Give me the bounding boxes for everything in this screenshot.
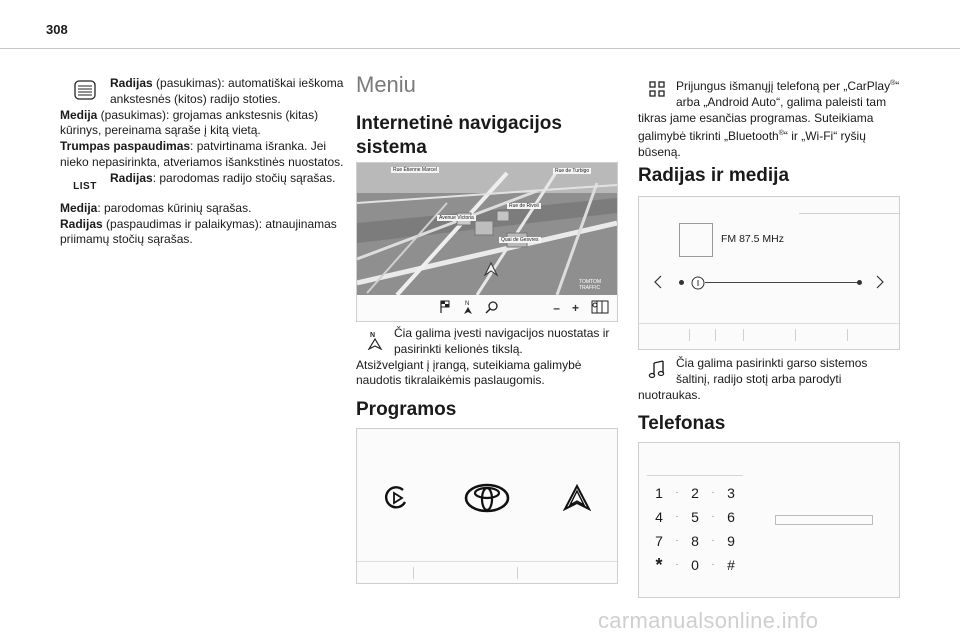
dial-icon xyxy=(60,76,110,106)
key-3[interactable]: 3 xyxy=(727,485,735,501)
station-artwork xyxy=(679,223,713,257)
radio-description-paragraph xyxy=(638,356,900,403)
list-icon xyxy=(60,171,110,201)
slider-handle-icon[interactable] xyxy=(691,276,705,295)
nav-heading: Internetinė navigacijos sistema xyxy=(356,113,562,158)
slider-start-dot xyxy=(679,280,684,285)
paragraph-list-radio xyxy=(60,170,346,192)
menu-title: Meniu xyxy=(356,72,416,97)
tomtom-traffic-badge xyxy=(579,279,601,291)
program-icons xyxy=(357,483,617,518)
radio-header-line xyxy=(799,213,899,214)
map-view-icon[interactable] xyxy=(591,300,609,317)
nav-description xyxy=(356,326,618,389)
phone-heading: Telefonas xyxy=(638,413,726,434)
tomtom-label: TOMTOM xyxy=(579,279,602,285)
compass-icon[interactable] xyxy=(463,299,473,318)
navigation-screen xyxy=(356,162,618,322)
contact-field[interactable] xyxy=(775,515,873,525)
media-rotate-text: (pasukimas): grojamas ankstesnis (kitas) kūrinys, pereinama sąraše į kitą vietą. xyxy=(60,107,319,138)
footer-divider xyxy=(715,329,716,341)
zoom-out-button[interactable]: – xyxy=(553,301,560,315)
radio-rotate-text: (pasukimas): automatiškai ieškoma ankstesnės (kitos) radijo stoties. xyxy=(110,76,344,106)
keypad-row xyxy=(653,553,737,577)
svg-text:N: N xyxy=(370,332,376,339)
dial-input-line xyxy=(647,475,743,476)
keypad-row xyxy=(653,529,737,553)
key-2[interactable]: 2 xyxy=(691,485,699,501)
footer-divider xyxy=(795,329,796,341)
footer-divider xyxy=(517,567,518,579)
navigation-map xyxy=(357,163,617,295)
tuning-slider[interactable] xyxy=(653,273,887,293)
term-media: Medija xyxy=(60,107,98,122)
list-icon-label: LIST xyxy=(73,180,97,192)
map-label-rue-etienne-marcel: Rue Étienne Marcel xyxy=(393,167,437,173)
carplay-paragraph xyxy=(638,76,900,161)
chevron-left-icon[interactable] xyxy=(653,274,663,295)
slider-track xyxy=(705,282,859,283)
svg-text:N: N xyxy=(465,300,470,307)
page-number: 308 xyxy=(46,22,68,37)
map-label-rue-de-rivoli: Rue de Rivoli xyxy=(509,203,539,209)
frequency-label: FM 87.5 MHz xyxy=(721,233,785,245)
radio-screen xyxy=(638,196,900,350)
key-separator: · xyxy=(711,559,715,570)
traffic-label: TRAFFIC xyxy=(579,285,601,291)
term-media-list: Medija xyxy=(60,200,98,215)
key-0[interactable]: 0 xyxy=(691,557,699,573)
music-note-icon xyxy=(638,356,676,386)
map-label-rue-de-turbigo: Rue de Turbigo xyxy=(555,168,590,174)
short-press-text: : patvirtinama išranka. Jei nieko nepasirinkta, atveriamos išankstinės nuostatos. xyxy=(60,139,344,169)
radio-media-heading: Radijas ir medija xyxy=(638,165,790,186)
watermark: carmanualsonline.info xyxy=(598,608,819,633)
key-5[interactable]: 5 xyxy=(691,509,699,525)
carplay-icon[interactable] xyxy=(383,484,411,517)
footer-divider xyxy=(847,329,848,341)
footer-divider xyxy=(689,329,690,341)
key-separator: · xyxy=(675,487,679,498)
slider-end-dot xyxy=(857,280,862,285)
keypad xyxy=(653,481,737,577)
map-toolbar xyxy=(357,295,617,321)
paragraph-list-media xyxy=(60,201,346,217)
radio-description xyxy=(638,356,900,403)
footer-divider xyxy=(743,329,744,341)
term-short-press: Trumpas paspaudimas xyxy=(60,139,191,154)
radio-footer xyxy=(639,323,899,349)
chevron-right-icon[interactable] xyxy=(875,274,885,295)
term-radio-list: Radijas xyxy=(110,170,153,185)
search-icon[interactable] xyxy=(485,300,499,317)
media-list-text: : parodomas kūrinių sąrašas. xyxy=(97,200,252,215)
bluetooth-text-2: “ ir „Wi-Fi“ ryšių būseną. xyxy=(638,129,866,160)
key-4[interactable]: 4 xyxy=(655,509,663,525)
paragraph-long-press xyxy=(60,217,346,249)
key-separator: · xyxy=(675,559,679,570)
key-6[interactable]: 6 xyxy=(727,509,735,525)
key-separator: · xyxy=(711,535,715,546)
destination-flag-icon[interactable] xyxy=(439,300,451,317)
bluetooth-text-1: Suteikiama galimybė tikrinti „Bluetooth xyxy=(638,110,874,144)
programs-footer xyxy=(357,561,617,583)
android-auto-icon[interactable] xyxy=(563,484,591,517)
footer-divider xyxy=(413,567,414,579)
paragraph-short-press xyxy=(60,139,346,171)
term-radio: Radijas xyxy=(110,76,153,90)
long-press-text: (paspaudimas ir palaikymas): atnaujinamas priimamų stočių sąrašas. xyxy=(60,216,337,247)
nav-description-1 xyxy=(356,326,618,358)
carplay-text-2: “ arba „Android Auto“, galima paleisti tam tikras jame esančias programas. xyxy=(638,79,900,125)
nav-description-1-text: Čia galima įvesti navigacijos nuostatas ir pasirinkti kelionės tikslą. xyxy=(394,326,610,356)
radio-list-text: : parodomas radijo stočių sąrašas. xyxy=(152,170,336,185)
column-1 xyxy=(60,76,346,248)
toyota-logo-icon[interactable] xyxy=(464,483,510,518)
radio-description-text: Čia galima pasirinkti garso sistemos šaltinį, radijo stotį arba parodyti nuotraukas. xyxy=(638,356,868,402)
key-hash[interactable]: # xyxy=(727,557,735,573)
apps-grid-icon xyxy=(638,76,676,106)
carplay-text-1: Prijungus išmanųjį telefoną per „CarPlay xyxy=(676,79,891,93)
key-separator: · xyxy=(675,511,679,522)
programs-screen xyxy=(356,428,618,584)
key-separator: · xyxy=(711,487,715,498)
top-rule xyxy=(0,48,960,49)
programs-heading: Programos xyxy=(356,399,457,420)
key-8[interactable]: 8 xyxy=(691,533,699,549)
map-label-quai-de-gesvres: Quai de Gesvres xyxy=(501,237,539,243)
carplay-section xyxy=(638,76,900,161)
map-label-avenue-victoria: Avenue Victoria xyxy=(439,215,474,221)
key-separator: · xyxy=(675,535,679,546)
bluetooth-registered-mark: ® xyxy=(778,130,784,138)
key-1[interactable]: 1 xyxy=(655,485,663,501)
paragraph-media-rotate xyxy=(60,108,346,140)
key-separator: · xyxy=(711,511,715,522)
key-star[interactable]: * xyxy=(655,555,663,575)
key-7[interactable]: 7 xyxy=(655,533,663,549)
keypad-row xyxy=(653,481,737,505)
zoom-in-button[interactable]: + xyxy=(571,301,579,315)
key-9[interactable]: 9 xyxy=(727,533,735,549)
paragraph-radio-rotate xyxy=(60,76,346,108)
carplay-registered-mark: ® xyxy=(890,80,896,87)
phone-screen xyxy=(638,442,900,598)
nav-compass-icon xyxy=(356,326,394,356)
term-radio-long-press: Radijas xyxy=(60,216,103,231)
nav-description-2: Atsižvelgiant į įrangą, suteikiama galimybė naudotis tikralaikėmis paslaugomis. xyxy=(356,357,582,388)
keypad-row xyxy=(653,505,737,529)
